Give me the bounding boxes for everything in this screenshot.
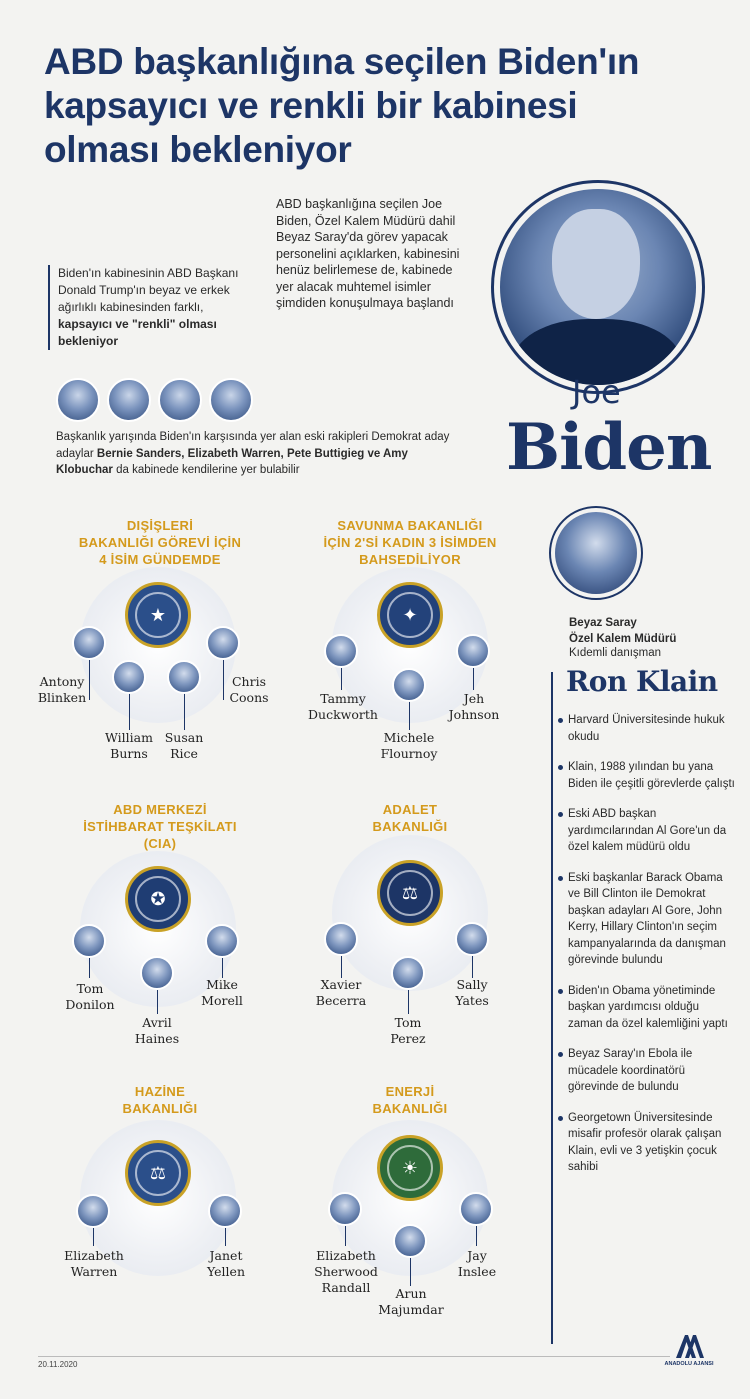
date-label: 20.11.2020 bbox=[38, 1360, 78, 1369]
avatar bbox=[208, 1194, 242, 1228]
avatar bbox=[72, 626, 106, 660]
avatar bbox=[391, 956, 425, 990]
divider bbox=[38, 1356, 670, 1357]
name-label: Tom Perez bbox=[390, 1015, 426, 1046]
justice-heading: ADALET BAKANLIĞI bbox=[372, 802, 448, 834]
energy-seal-icon: ☀ bbox=[377, 1135, 443, 1201]
avatar bbox=[76, 1194, 110, 1228]
rivals-text-1: Başkanlık yarışında Biden'ın karşısında yer alan eski rakipleri Demokrat aday adaylar bbox=[56, 431, 450, 460]
name-label: Michele Flournoy bbox=[380, 730, 438, 761]
name-label: William Burns bbox=[105, 730, 153, 761]
rivals-photos bbox=[56, 378, 253, 422]
list-item: Eski ABD başkan yardımcılarından Al Gore'un da özel kalem müdürü oldu bbox=[556, 806, 736, 856]
hero-first-name: Joe bbox=[572, 373, 621, 411]
name-label: Susan Rice bbox=[164, 730, 204, 761]
avatar bbox=[324, 922, 358, 956]
rivals-text-2: da kabinede kendilerine yer bulabilir bbox=[116, 464, 300, 476]
name-label: Xavier Becerra bbox=[315, 977, 367, 1008]
avatar bbox=[324, 634, 358, 668]
avatar bbox=[107, 378, 151, 422]
avatar bbox=[456, 634, 490, 668]
name-label: Sally Yates bbox=[455, 977, 489, 1008]
klain-subtitle: Kıdemli danışman bbox=[569, 647, 662, 659]
rivals-names: Bernie Sanders, Elizabeth Warren, Pete Buttigieg ve Amy Klobuchar bbox=[56, 447, 408, 476]
klain-facts bbox=[556, 712, 736, 1190]
avatar bbox=[459, 1192, 493, 1226]
defense-seal-icon: ✦ bbox=[377, 582, 443, 648]
avatar bbox=[209, 378, 253, 422]
avatar bbox=[56, 378, 100, 422]
treasury-heading: HAZİNE BAKANLIĞI bbox=[122, 1084, 198, 1116]
avatar bbox=[328, 1192, 362, 1226]
defense-heading: SAVUNMA BAKANLIĞI İÇİN 2'Sİ KADIN 3 İSİMDEN BAHSEDİLİYOR bbox=[323, 518, 497, 567]
biden-portrait bbox=[491, 180, 705, 394]
page-title: ABD başkanlığına seçilen Biden'ın kapsayıcı ve renkli bir kabinesi olması bekleniyor bbox=[44, 41, 640, 170]
avatar bbox=[112, 660, 146, 694]
list-item: Eski başkanlar Barack Obama ve Bill Clinton ile Demokrat başkan adayları Al Gore, John Kerry, Hillary Clinton'ın seçim kampanyalarında da danışman görevinde bulundu bbox=[556, 870, 736, 969]
lead-paragraph: ABD başkanlığına seçilen Joe Biden, Özel Kalem Müdürü dahil Beyaz Saray'da görev yapacak personelini açıklarken, kabinesini henüz belirlemese de, kabinede yer alacak muhtemel isimler şimdiden konuşulmaya başlandı bbox=[276, 197, 460, 310]
cia-seal-icon: ✪ bbox=[125, 866, 191, 932]
avatar bbox=[206, 626, 240, 660]
avatar bbox=[140, 956, 174, 990]
list-item: Georgetown Üniversitesinde misafir profesör olarak çalışan Klain, evli ve 3 yetişkin çocuk sahibi bbox=[556, 1110, 736, 1176]
name-label: Elizabeth Sherwood Randall bbox=[314, 1248, 378, 1295]
klain-role: Beyaz Saray Özel Kalem Müdürü bbox=[569, 617, 677, 645]
state-seal-icon: ★ bbox=[125, 582, 191, 648]
avatar bbox=[205, 924, 239, 958]
name-label: Tom Donilon bbox=[65, 981, 115, 1012]
avatar bbox=[158, 378, 202, 422]
name-label: Chris Coons bbox=[229, 674, 269, 705]
list-item: Beyaz Saray'ın Ebola ile mücadele koordinatörü görevinde de bulundu bbox=[556, 1046, 736, 1096]
energy-heading: ENERJİ BAKANLIĞI bbox=[372, 1084, 448, 1116]
rivals-text bbox=[56, 429, 456, 479]
name-label: Arun Majumdar bbox=[378, 1286, 444, 1317]
name-label: Jeh Johnson bbox=[448, 691, 500, 722]
avatar bbox=[167, 660, 201, 694]
name-label: Elizabeth Warren bbox=[64, 1248, 124, 1279]
cia-heading: ABD MERKEZİ İSTİHBARAT TEŞKİLATI (CIA) bbox=[83, 802, 237, 851]
name-label: Janet Yellen bbox=[206, 1248, 245, 1279]
klain-name: Ron Klain bbox=[566, 665, 718, 698]
list-item: Klain, 1988 yılından bu yana Biden ile çeşitli görevlerde çalıştı bbox=[556, 759, 736, 792]
klain-portrait bbox=[549, 506, 643, 600]
treasury-seal-icon: ⚖ bbox=[125, 1140, 191, 1206]
name-label: Mike Morell bbox=[201, 977, 243, 1008]
avatar bbox=[72, 924, 106, 958]
side-note-text: Biden'ın kabinesinin ABD Başkanı Donald Trump'ın beyaz ve erkek ağırlıklı kabinesinden farklı, bbox=[58, 266, 239, 314]
divider bbox=[551, 672, 553, 1344]
logo-text: ANADOLU AJANSI bbox=[664, 1361, 714, 1367]
name-label: Antony Blinken bbox=[37, 674, 87, 705]
avatar bbox=[392, 668, 426, 702]
avatar bbox=[393, 1224, 427, 1258]
side-note-bold: kapsayıcı ve "renkli" olması bekleniyor bbox=[58, 317, 217, 348]
justice-seal-icon: ⚖ bbox=[377, 860, 443, 926]
hero-last-name: Biden bbox=[506, 410, 712, 485]
state-heading: DIŞİŞLERİ BAKANLIĞI GÖREVİ İÇİN 4 İSİM GÜNDEMDE bbox=[78, 518, 242, 567]
name-label: Tammy Duckworth bbox=[308, 691, 378, 722]
list-item: Harvard Üniversitesinde hukuk okudu bbox=[556, 712, 736, 745]
name-label: Jay Inslee bbox=[457, 1248, 497, 1279]
avatar bbox=[455, 922, 489, 956]
aa-logo-icon bbox=[674, 1332, 704, 1360]
name-label: Avril Haines bbox=[134, 1015, 180, 1046]
side-note bbox=[48, 265, 248, 350]
list-item: Biden'ın Obama yönetiminde başkan yardımcısı olduğu zaman da özel kalemliğini yaptı bbox=[556, 983, 736, 1033]
